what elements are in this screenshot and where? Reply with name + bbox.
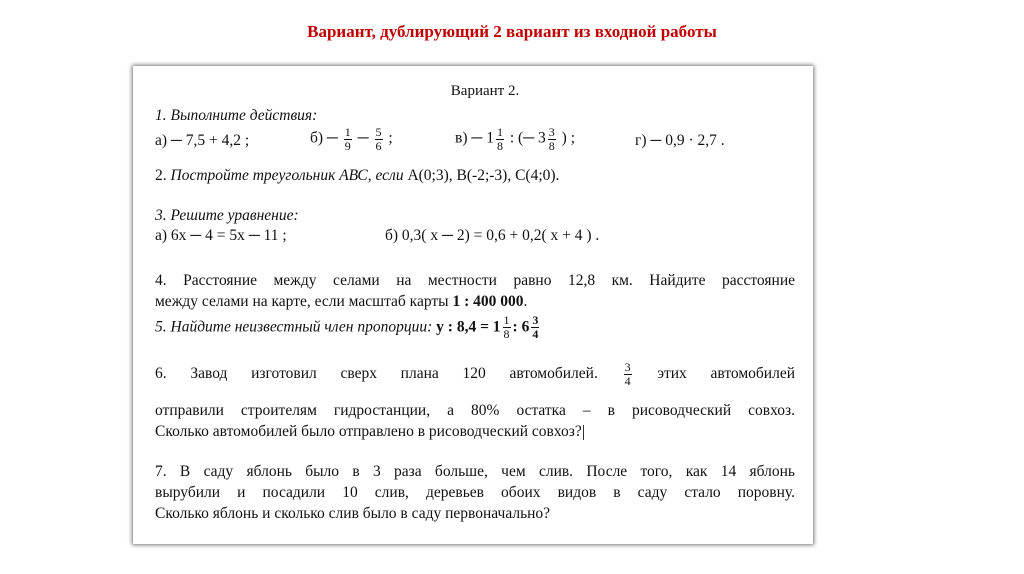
text-cursor: [583, 425, 584, 440]
fraction-numerator: 1: [496, 125, 503, 139]
task3-a: а) 6х ─ 4 = 5х ─ 11 ;: [155, 227, 287, 244]
task6-line2: отправили строителям гидростанции, а 80% остатка – в рисоводческий совхоз.: [155, 402, 795, 419]
task6-line1-end: этих автомобилей: [657, 365, 795, 382]
task6-line3-text: Сколько автомобилей было отправлено в рисоводческий совхоз?: [155, 423, 582, 440]
task1-b: [310, 126, 393, 152]
task1-b-suffix: ;: [388, 129, 393, 147]
slide-title: Вариант, дублирующий 2 вариант из входной работы: [307, 22, 717, 41]
task6-line1-text: 6. Завод изготовил сверх плана 120 автомобилей.: [155, 365, 598, 382]
task1-v-mid: : (─ 3: [509, 129, 546, 147]
task3-heading: 3. Решите уравнение:: [155, 207, 299, 224]
task7-line2: вырубили и посадили 10 слив, деревьев обоих видов в саду стало поровну.: [155, 484, 795, 501]
task4-line2: [155, 294, 527, 310]
task5-heading: 5. Найдите неизвестный член пропорции:: [155, 318, 433, 336]
task1-b-fraction-1: [344, 126, 352, 152]
task5: [155, 314, 541, 350]
fraction-denominator: 6: [375, 138, 382, 153]
task7-line1: 7. В саду яблонь было в 3 раза больше, чем слив. После того, как 14 яблонь: [155, 463, 795, 480]
variant-title: Вариант 2.: [450, 83, 520, 99]
fraction-denominator: 8: [548, 138, 555, 153]
task4-map-scale: 1 : 400 000: [452, 293, 524, 310]
task5-fraction-1: [503, 314, 511, 340]
task5-expr-start: у : 8,4 = 1: [436, 318, 501, 336]
task3-b: б) 0,3( х ─ 2) = 0,6 + 0,2( х + 4 ) .: [385, 227, 600, 244]
task1-v-fraction-1: [496, 126, 504, 152]
task1-v: [455, 126, 575, 152]
task1-b-prefix: б) ─: [310, 129, 338, 147]
task1-v-suffix: ) ;: [561, 129, 576, 147]
fraction-denominator: 9: [344, 138, 351, 153]
task1-a: а) ─ 7,5 + 4,2 ;: [155, 132, 250, 149]
task1-row: [155, 126, 795, 156]
fraction-numerator: 5: [375, 125, 382, 139]
task5-expr-mid: : 6: [512, 318, 530, 336]
fraction-denominator: 8: [503, 326, 510, 341]
fraction-denominator: 4: [532, 326, 539, 341]
task4-line1: 4. Расстояние между селами на местности равно 12,8 км. Найдите расстояние: [155, 272, 795, 289]
fraction-numerator: 3: [548, 125, 555, 139]
fraction-numerator: 1: [503, 313, 510, 327]
task2-text: Постройте треугольник АВС, если: [170, 167, 404, 184]
task1-b-minus: ─: [357, 129, 369, 147]
fraction-numerator: 1: [344, 125, 351, 139]
task7-line3: Сколько яблонь и сколько слив было в саду первоначально?: [155, 505, 551, 522]
task1-b-fraction-2: [375, 126, 383, 152]
fraction-numerator: 3: [532, 313, 539, 327]
task4-line2-end: .: [523, 293, 528, 310]
worksheet-image: [133, 66, 813, 544]
task2-number: 2.: [155, 167, 167, 184]
fraction-numerator: 3: [624, 360, 631, 375]
task2-points: А(0;3), В(-2;-3), С(4;0).: [407, 167, 560, 184]
task1-v-fraction-2: [548, 126, 556, 152]
task6-line1: [155, 356, 795, 392]
task5-fraction-2: [531, 314, 539, 340]
task1-v-prefix: в) ─ 1: [455, 129, 494, 147]
fraction-denominator: 8: [496, 138, 503, 153]
task1-g: г) ─ 0,9 · 2,7 .: [635, 132, 725, 149]
task6-fraction: [624, 361, 632, 387]
task1-heading: 1. Выполните действия:: [155, 107, 318, 124]
task3-row: [155, 228, 795, 246]
fraction-denominator: 4: [624, 373, 631, 388]
variant-title-row: [155, 84, 795, 99]
task6-line3: [155, 424, 584, 440]
task4-line2-text: между селами на карте, если масштаб карты: [155, 293, 449, 310]
task2: [155, 168, 559, 184]
